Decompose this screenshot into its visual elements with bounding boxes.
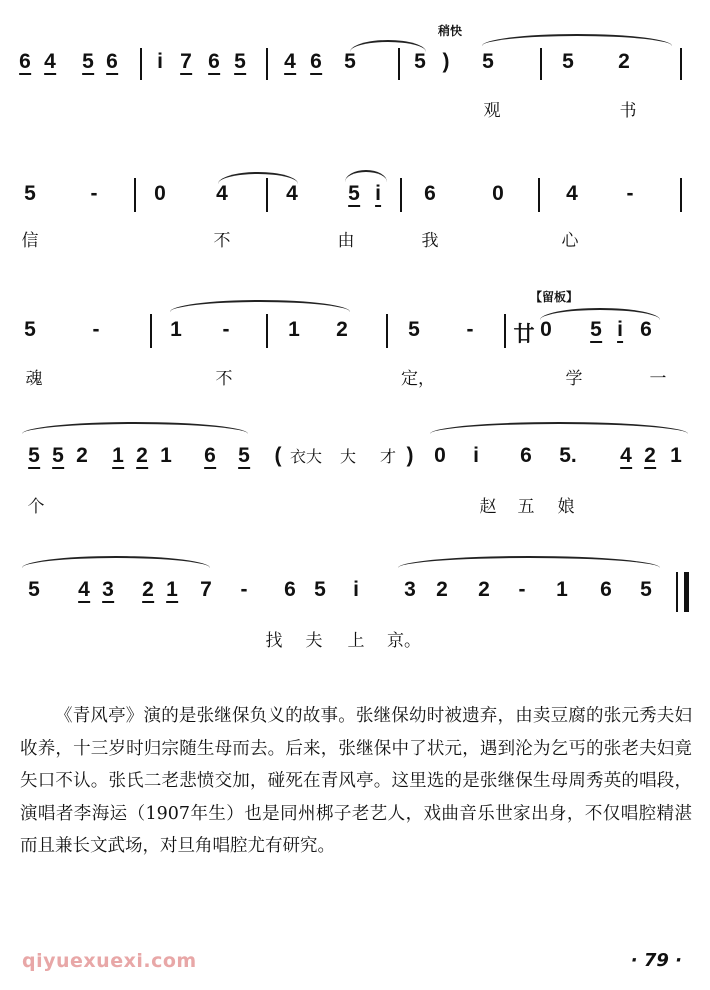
note: 0 <box>540 318 552 341</box>
lyric: 定， <box>401 369 435 389</box>
note: 1 <box>288 318 300 341</box>
note: 5 <box>590 318 602 341</box>
slur <box>345 170 387 182</box>
note: 6 <box>520 444 532 467</box>
slur <box>218 172 298 184</box>
lyric: 学 <box>565 369 583 389</box>
note: 4 <box>286 182 298 205</box>
note: 7 <box>180 50 192 73</box>
slur <box>22 422 248 434</box>
note: 1 <box>112 444 124 467</box>
note: i <box>157 50 163 73</box>
slur <box>398 556 660 568</box>
bar-line <box>400 178 402 212</box>
note: 0 <box>434 444 446 467</box>
score-system-2 <box>0 182 710 262</box>
note: 5 <box>348 182 360 205</box>
note: 6 <box>310 50 322 73</box>
note: - <box>240 578 248 601</box>
note: 2 <box>618 50 630 73</box>
note: 5 <box>24 318 36 341</box>
lyric: 观 <box>483 101 501 121</box>
bar-line <box>150 314 152 348</box>
note: 1 <box>670 444 682 467</box>
note: 5. <box>559 444 577 467</box>
note: 2 <box>76 444 88 467</box>
note: 5 <box>82 50 94 73</box>
note: 5 <box>344 50 356 73</box>
bracket: ) <box>406 444 414 467</box>
lyric: 魂 <box>25 369 43 389</box>
note: 0 <box>154 182 166 205</box>
score-system-1 <box>0 24 710 130</box>
bar-line <box>540 48 542 80</box>
note: 5 <box>24 182 36 205</box>
note: 2 <box>136 444 148 467</box>
lyric: 五 <box>517 497 535 517</box>
lyric: 找 <box>265 631 283 651</box>
note: - <box>518 578 526 601</box>
notes-row <box>0 182 710 216</box>
slur <box>430 422 688 434</box>
note: 5 <box>562 50 574 73</box>
note: 3 <box>102 578 114 601</box>
tempo-marking: 稍快 <box>438 24 463 38</box>
paragraph-text: 《青风亭》演的是张继保负义的故事。张继保幼时被遗弃，由卖豆腐的张元秀夫妇收养，十三岁时归宗随生母而去。后来，张继保中了状元，遇到沦为乞丐的张老夫妇竟矢口不认。张氏二老悲愤交加，碰死在青风亭。这里选的是张继保生母周秀英的唱段，演唱者李海运（1907年生）也是同州梆子老艺人，戏曲音乐世家出身，不仅唱腔精湛而且兼长文武场，对旦角唱腔尤有研究。 <box>20 706 692 856</box>
score-system-3 <box>0 290 710 398</box>
note: 5 <box>414 50 426 73</box>
bar-line <box>134 178 136 212</box>
note: i <box>473 444 479 467</box>
page-number: · 79 · <box>630 950 682 971</box>
bar-line <box>386 314 388 348</box>
lyric: 不 <box>213 231 231 251</box>
note: 5 <box>52 444 64 467</box>
percussion: 才 <box>379 449 397 466</box>
watermark: qiyuexuexi.com <box>22 950 197 972</box>
note: - <box>466 318 474 341</box>
note: 5 <box>28 444 40 467</box>
bracket: ) <box>442 50 450 73</box>
note: 4 <box>620 444 632 467</box>
score-system-4 <box>0 444 710 524</box>
notes-row <box>0 444 710 478</box>
lyric: 一 <box>649 369 667 389</box>
note: 5 <box>238 444 250 467</box>
note: 6 <box>208 50 220 73</box>
lyric: 个 <box>27 497 45 517</box>
slur <box>482 34 672 46</box>
note: 1 <box>160 444 172 467</box>
section-marking: 【留板】 <box>530 290 579 304</box>
note: 5 <box>314 578 326 601</box>
slur <box>170 300 350 312</box>
description-paragraph <box>20 700 692 863</box>
lyric: 不 <box>215 369 233 389</box>
note: i <box>353 578 359 601</box>
note: 6 <box>284 578 296 601</box>
note: 1 <box>166 578 178 601</box>
note: 4 <box>78 578 90 601</box>
note: 0 <box>492 182 504 205</box>
note: - <box>90 182 98 205</box>
note: 4 <box>44 50 56 73</box>
note: 5 <box>28 578 40 601</box>
note: 廿 <box>513 323 535 346</box>
note: 7 <box>200 578 212 601</box>
lyric: 我 <box>421 231 439 251</box>
lyric: 赵 <box>479 497 497 517</box>
note: 5 <box>482 50 494 73</box>
note: 3 <box>404 578 416 601</box>
notes-row <box>0 318 710 352</box>
lyric: 心 <box>561 231 579 251</box>
lyric: 信 <box>21 231 39 251</box>
lyric: 京。 <box>387 631 421 651</box>
note: - <box>626 182 634 205</box>
bar-line <box>680 178 682 212</box>
note: - <box>92 318 100 341</box>
lyric: 娘 <box>557 497 575 517</box>
note: 1 <box>170 318 182 341</box>
slur <box>540 308 660 320</box>
percussion: 大 <box>339 449 357 466</box>
note: 5 <box>408 318 420 341</box>
notes-row <box>0 50 710 84</box>
note: i <box>617 318 623 341</box>
bracket: ( <box>274 444 282 467</box>
note: 4 <box>284 50 296 73</box>
lyric: 夫 <box>305 631 323 651</box>
note: 6 <box>640 318 652 341</box>
note: 1 <box>556 578 568 601</box>
note: 2 <box>436 578 448 601</box>
note: 6 <box>424 182 436 205</box>
bar-line <box>680 48 682 80</box>
bar-line <box>140 48 142 80</box>
note: - <box>222 318 230 341</box>
note: 4 <box>216 182 228 205</box>
note: 2 <box>336 318 348 341</box>
note: 6 <box>106 50 118 73</box>
lyric: 书 <box>619 101 637 121</box>
lyric: 由 <box>337 231 355 251</box>
notes-row <box>0 578 710 612</box>
percussion: 衣大 <box>289 449 323 466</box>
note: 2 <box>142 578 154 601</box>
note: 4 <box>566 182 578 205</box>
bar-line <box>538 178 540 212</box>
final-barline <box>676 572 689 612</box>
note: 6 <box>204 444 216 467</box>
score-system-5 <box>0 578 710 658</box>
note: i <box>375 182 381 205</box>
note: 6 <box>19 50 31 73</box>
lyric: 上 <box>347 631 365 651</box>
note: 5 <box>234 50 246 73</box>
bar-line <box>398 48 400 80</box>
note: 2 <box>478 578 490 601</box>
bar-line <box>504 314 506 348</box>
bar-line <box>266 314 268 348</box>
note: 6 <box>600 578 612 601</box>
slur <box>350 40 426 52</box>
note: 5 <box>640 578 652 601</box>
note: 2 <box>644 444 656 467</box>
slur <box>22 556 210 568</box>
bar-line <box>266 48 268 80</box>
